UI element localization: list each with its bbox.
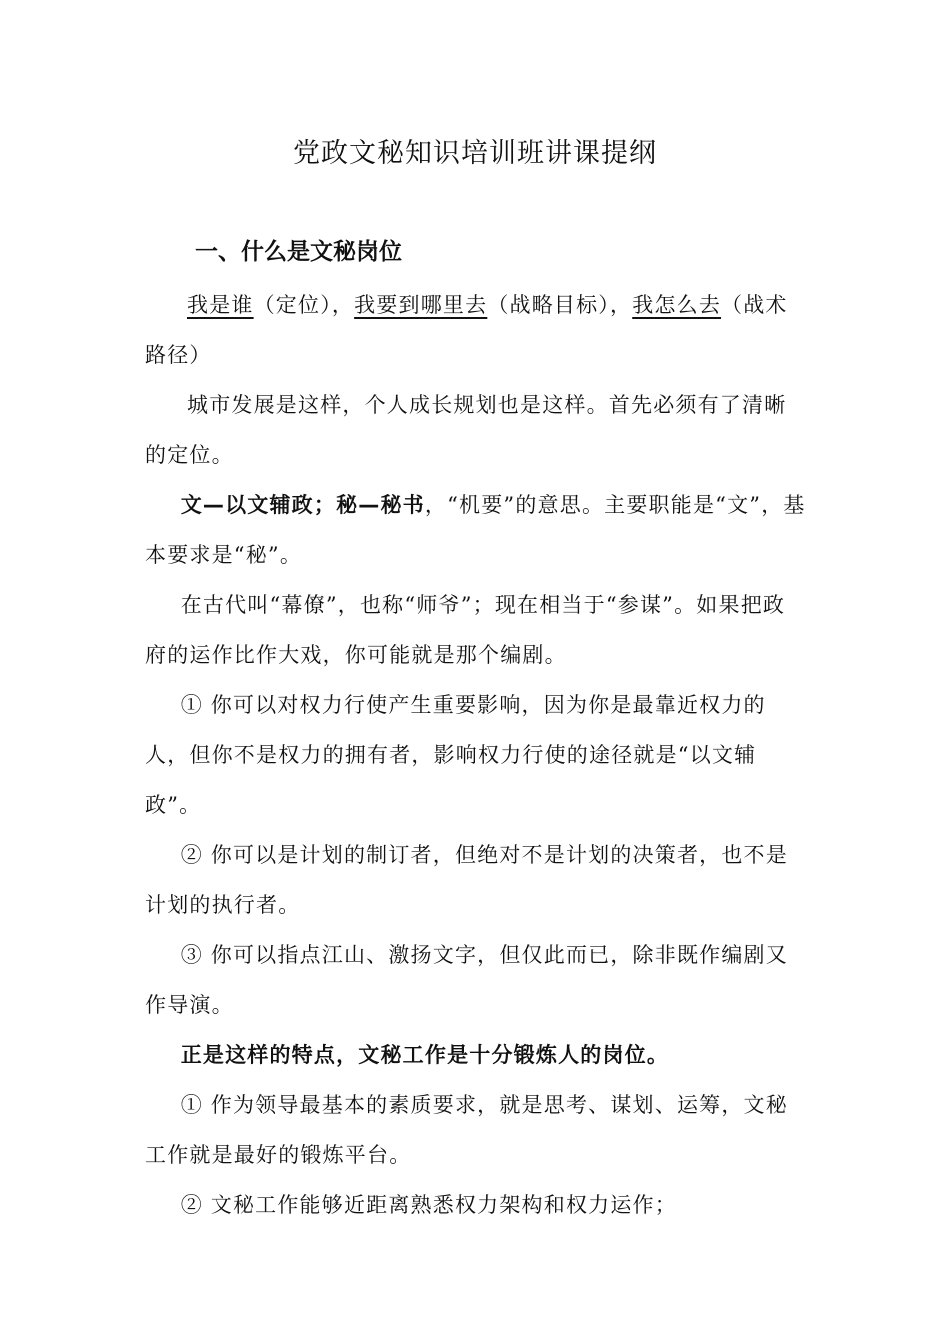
section-heading: 一、什么是文秘岗位 xyxy=(195,239,402,265)
bold-definition: 文—以文辅政；秘—秘书 xyxy=(180,493,425,517)
paragraph-definition xyxy=(145,480,807,580)
paragraph-positioning xyxy=(145,280,807,380)
paragraph-text: （战术路径） xyxy=(145,293,788,367)
paragraph-bold-summary: 正是这样的特点，文秘工作是十分锻炼人的岗位。 xyxy=(180,1043,670,1067)
paragraph-benefit-1: ① 作为领导最基本的素质要求，就是思考、谋划、运筹，文秘工作就是最好的锻炼平台。 xyxy=(145,1093,788,1167)
paragraph-text: ，“机要”的意思。主要职能是“文”，基本要求是“秘”。 xyxy=(145,493,806,567)
underlined-phrase: 我怎么去 xyxy=(632,293,722,317)
underlined-phrase: 我是谁 xyxy=(187,293,254,317)
paragraph-point-3: ③ 你可以指点江山、激扬文字，但仅此而已，除非既作编剧又作导演。 xyxy=(145,943,788,1017)
paragraph-history: 在古代叫“幕僚”，也称“师爷”；现在相当于“参谋”。如果把政府的运作比作大戏，你可能就是那个编剧。 xyxy=(145,593,786,667)
paragraph-benefit-2: ② 文秘工作能够近距离熟悉权力架构和权力运作； xyxy=(180,1193,677,1217)
paragraph-city-development: 城市发展是这样，个人成长规划也是这样。首先必须有了清晰的定位。 xyxy=(145,393,787,467)
paragraph-point-2: ② 你可以是计划的制订者，但绝对不是计划的决策者，也不是计划的执行者。 xyxy=(145,843,788,917)
document-body xyxy=(145,280,807,1230)
paragraph-text: （战略目标）， xyxy=(487,293,633,317)
paragraph-point-1: ① 你可以对权力行使产生重要影响，因为你是最靠近权力的人，但你不是权力的拥有者，影响权力行使的途径就是“以文辅政”。 xyxy=(145,693,766,817)
underlined-phrase: 我要到哪里去 xyxy=(354,293,488,317)
paragraph-text: （定位）， xyxy=(253,293,355,317)
document-title: 党政文秘知识培训班讲课提纲 xyxy=(293,138,657,169)
